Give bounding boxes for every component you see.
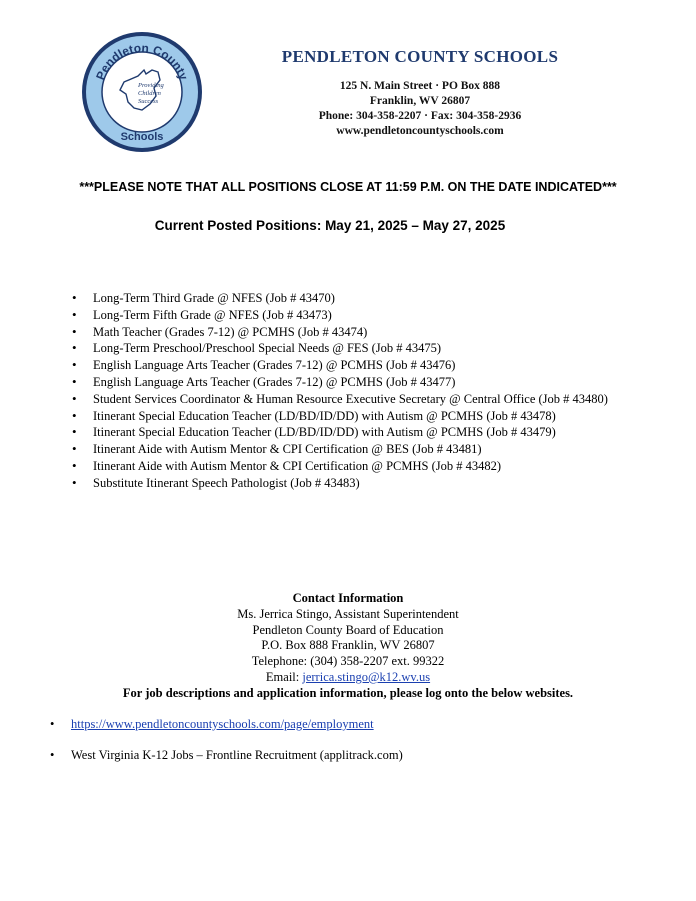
contact-heading: Contact Information [292,591,404,605]
logo-motto-3: Success [138,98,159,105]
email-link[interactable]: jerrica.stingo@k12.wv.us [302,669,431,684]
logo-seal [80,30,204,154]
email-label: Email: [265,669,303,684]
closing-notice: ***PLEASE NOTE THAT ALL POSITIONS CLOSE AT 11:59 P.M. ON THE DATE INDICATED*** [79,180,617,194]
website: www.pendletoncountyschools.com [336,125,504,137]
contact-po-box: P.O. Box 888 Franklin, WV 26807 [261,638,435,653]
position-item: • Long-Term Preschool/Preschool Special Needs @ FES (Job # 43475) [72,340,608,357]
letterhead [240,47,600,139]
contact-email-line [0,670,696,686]
position-item: • Student Services Coordinator & Human Resource Executive Secretary @ Central Office (Job # 43480) [72,391,608,408]
contact-phone: Telephone: (304) 358-2207 ext. 99322 [251,654,445,669]
street-address: 125 N. Main Street · PO Box 888 [339,80,501,92]
position-item: • Substitute Itinerant Speech Pathologist (Job # 43483) [72,475,608,492]
link-item [50,716,403,732]
logo-motto-2: Children [138,90,161,97]
positions-list [72,290,608,492]
position-item: • English Language Arts Teacher (Grades 7-12) @ PCMHS (Job # 43476) [72,357,608,374]
position-item: • Long-Term Fifth Grade @ NFES (Job # 43473) [72,307,608,324]
logo-motto-1: Providing [138,82,164,89]
position-item: • English Language Arts Teacher (Grades 7-12) @ PCMHS (Job # 43477) [72,374,608,391]
posting-period: Current Posted Positions: May 21, 2025 – May 27, 2025 [154,218,506,233]
district-logo [80,30,204,154]
contact-org: Pendleton County Board of Education [252,622,444,637]
logo-top-text: Pendleton County [93,40,191,82]
contact-name: Ms. Jerrica Stingo, Assistant Superintendent [237,606,459,621]
position-item: • Itinerant Aide with Autism Mentor & CPI Certification @ PCMHS (Job # 43482) [72,458,608,475]
job-info-text: For job descriptions and application information, please log onto the below websites. [122,685,574,700]
frontline-item: • West Virginia K-12 Jobs – Frontline Recruitment (applitrack.com) [50,747,403,763]
logo-bottom-text: Schools [120,131,164,143]
position-item: • Itinerant Special Education Teacher (LD/BD/ID/DD) with Autism @ PCMHS (Job # 43478) [72,408,608,425]
position-item: • Itinerant Special Education Teacher (LD/BD/ID/DD) with Autism @ PCMHS (Job # 43479) [72,424,608,441]
position-item: • Math Teacher (Grades 7-12) @ PCMHS (Job # 43474) [72,324,608,341]
org-name: PENDLETON COUNTY SCHOOLS [281,47,559,66]
position-item: • Itinerant Aide with Autism Mentor & CPI Certification @ BES (Job # 43481) [72,441,608,458]
contact-information [0,591,696,702]
job-links-list [50,716,403,778]
phone-fax: Phone: 304-358-2207 · Fax: 304-358-2936 [318,110,522,122]
city-address: Franklin, WV 26807 [369,95,471,107]
employment-page-link[interactable]: https://www.pendletoncountyschools.com/page/employment [71,717,374,731]
position-item: • Long-Term Third Grade @ NFES (Job # 43470) [72,290,608,307]
